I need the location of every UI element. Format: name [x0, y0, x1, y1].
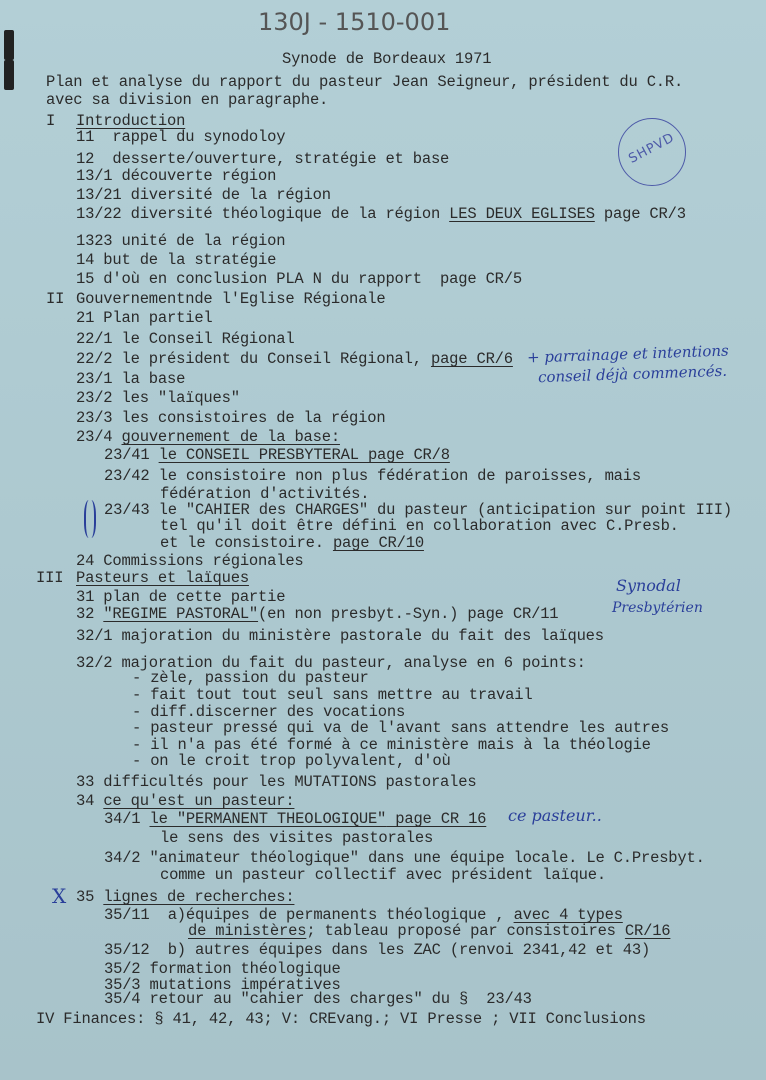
underlined-text: le "PERMANENT THEOLOGIQUE": [149, 810, 387, 828]
bullet-item: - zèle, passion du pasteur: [132, 669, 369, 687]
outline-number: 34/1: [104, 810, 150, 828]
outline-item: le sens des visites pastorales: [160, 829, 434, 847]
handwritten-note: Presbytérien: [612, 600, 703, 616]
outline-item: 35/2 formation théologique: [104, 960, 341, 978]
outline-item: [76, 428, 340, 446]
outline-item: [76, 350, 513, 368]
outline-item: [104, 810, 486, 828]
section-title: Gouvernementnde l'Eglise Régionale: [76, 290, 386, 308]
underlined-text: LES DEUX EGLISES: [449, 205, 595, 223]
section-number: I: [46, 112, 56, 130]
outline-item: 24 Commissions régionales: [76, 552, 304, 570]
intro-line: avec sa division en paragraphe.: [46, 91, 329, 109]
section-number: III: [36, 569, 64, 587]
bullet-item: - pasteur pressé qui va de l'avant sans attendre les autres: [132, 719, 669, 737]
outline-item: 32/2 majoration du fait du pasteur, analyse en 6 points:: [76, 654, 586, 672]
outline-item: [76, 888, 294, 906]
outline-item: 1323 unité de la région: [76, 232, 286, 250]
outline-item: 35/4 retour au "cahier des charges" du § 23/43: [104, 990, 532, 1008]
outline-item: 23/2 les "laïques": [76, 389, 240, 407]
outline-item: tel qu'il doit être défini en collaboration avec C.Presb.: [160, 517, 679, 535]
outline-item: 22/1 le Conseil Régional: [76, 330, 295, 348]
outline-item: 12 desserte/ouverture, stratégie et base: [76, 150, 450, 168]
outline-text: 13/22 diversité théologique de la région: [76, 205, 450, 223]
handwritten-note: + parrainage et intentions: [526, 341, 729, 367]
outline-item: [76, 792, 294, 810]
outline-item: [104, 446, 450, 464]
underlined-text: "REGIME PASTORAL": [103, 605, 259, 623]
page-reference: page CR/6: [430, 350, 513, 368]
handwritten-mark: X: [52, 884, 67, 908]
outline-item: [188, 922, 670, 940]
page-reference: CR/16: [624, 922, 671, 940]
handwritten-note: Synodal: [616, 576, 681, 595]
outline-item: 34/2 "animateur théologique" dans une équipe locale. Le C.Presbyt.: [104, 849, 705, 867]
outline-item: 35/3 mutations impératives: [104, 976, 341, 994]
archive-reference: 130J - 1510-001: [258, 8, 451, 36]
section-title: Introduction: [76, 112, 186, 130]
archive-stamp: [618, 118, 686, 186]
handwritten-note: conseil déjà commencés.: [537, 361, 728, 387]
underlined-text: gouvernement de la base:: [121, 428, 340, 446]
outline-item: 23/3 les consistoires de la région: [76, 409, 386, 427]
outline-item: 13/1 découverte région: [76, 167, 277, 185]
outline-item: [160, 534, 424, 552]
outline-item: [76, 605, 558, 623]
outline-number: 35: [76, 888, 104, 906]
outline-text: 35/11 a)équipes de permanents théologique ,: [104, 906, 514, 924]
outline-item: comme un pasteur collectif avec président laïque.: [160, 866, 606, 884]
bullet-item: - il n'a pas été formé à ce ministère mais à la théologie: [132, 736, 651, 754]
intro-line: Plan et analyse du rapport du pasteur Jean Seigneur, président du C.R.: [46, 73, 684, 91]
outline-item: 13/21 diversité de la région: [76, 186, 331, 204]
section-title: Pasteurs et laïques: [76, 569, 249, 587]
outline-number: 23/4: [76, 428, 122, 446]
outline-item: 33 difficultés pour les MUTATIONS pastorales: [76, 773, 477, 791]
outline-item: 23/43 le "CAHIER des CHARGES" du pasteur (anticipation sur point III): [104, 501, 733, 519]
outline-number: 32: [76, 605, 104, 623]
page-reference: page CR/3: [594, 205, 686, 223]
outline-number: 23/41: [104, 446, 159, 464]
outline-item: fédération d'activités.: [160, 485, 370, 503]
outline-text: (en non presbyt.-Syn.) page CR/11: [258, 605, 559, 623]
underlined-text: de ministères: [188, 922, 307, 940]
underlined-text: ce qu'est un pasteur:: [103, 792, 295, 810]
outline-item: 35/12 b) autres équipes dans les ZAC (renvoi 2341,42 et 43): [104, 941, 651, 959]
handwritten-bracket-mark: [84, 500, 96, 538]
underlined-text: avec 4 types: [513, 906, 623, 924]
page-reference: page CR/10: [332, 534, 424, 552]
outline-item: 14 but de la stratégie: [76, 251, 277, 269]
handwritten-note: ce pasteur..: [508, 806, 602, 825]
footer-line: IV Finances: § 41, 42, 43; V: CREvang.; VI Presse ; VII Conclusions: [36, 1010, 646, 1028]
outline-text: 22/2 le président du Conseil Régional,: [76, 350, 431, 368]
outline-item: 23/42 le consistoire non plus fédération de paroisses, mais: [104, 467, 641, 485]
bullet-item: - on le croit trop polyvalent, d'où: [132, 752, 451, 770]
stamp-text: SHPVD: [626, 130, 678, 167]
bullet-item: - diff.discerner des vocations: [132, 703, 406, 721]
punch-hole-mark: [4, 30, 14, 60]
underlined-text: lignes de recherches:: [103, 888, 295, 906]
outline-item: 21 Plan partiel: [76, 309, 213, 327]
document-title: Synode de Bordeaux 1971: [282, 50, 492, 68]
page-reference: page CR 16: [386, 810, 487, 828]
section-number: II: [46, 290, 65, 308]
outline-item: 11 rappel du synodoloy: [76, 128, 286, 146]
outline-text: et le consistoire.: [160, 534, 333, 552]
outline-item: 31 plan de cette partie: [76, 588, 286, 606]
underlined-text: le CONSEIL PRESBYTERAL page CR/8: [158, 446, 450, 464]
outline-item: [76, 205, 686, 223]
outline-number: 34: [76, 792, 104, 810]
outline-item: 23/1 la base: [76, 370, 186, 388]
bullet-item: - fait tout tout seul sans mettre au travail: [132, 686, 533, 704]
outline-item: 15 d'où en conclusion PLA N du rapport page CR/5: [76, 270, 522, 288]
outline-item: 32/1 majoration du ministère pastorale du fait des laïques: [76, 627, 604, 645]
punch-hole-mark: [4, 60, 14, 90]
outline-text: ; tableau proposé par consistoires: [306, 922, 625, 940]
